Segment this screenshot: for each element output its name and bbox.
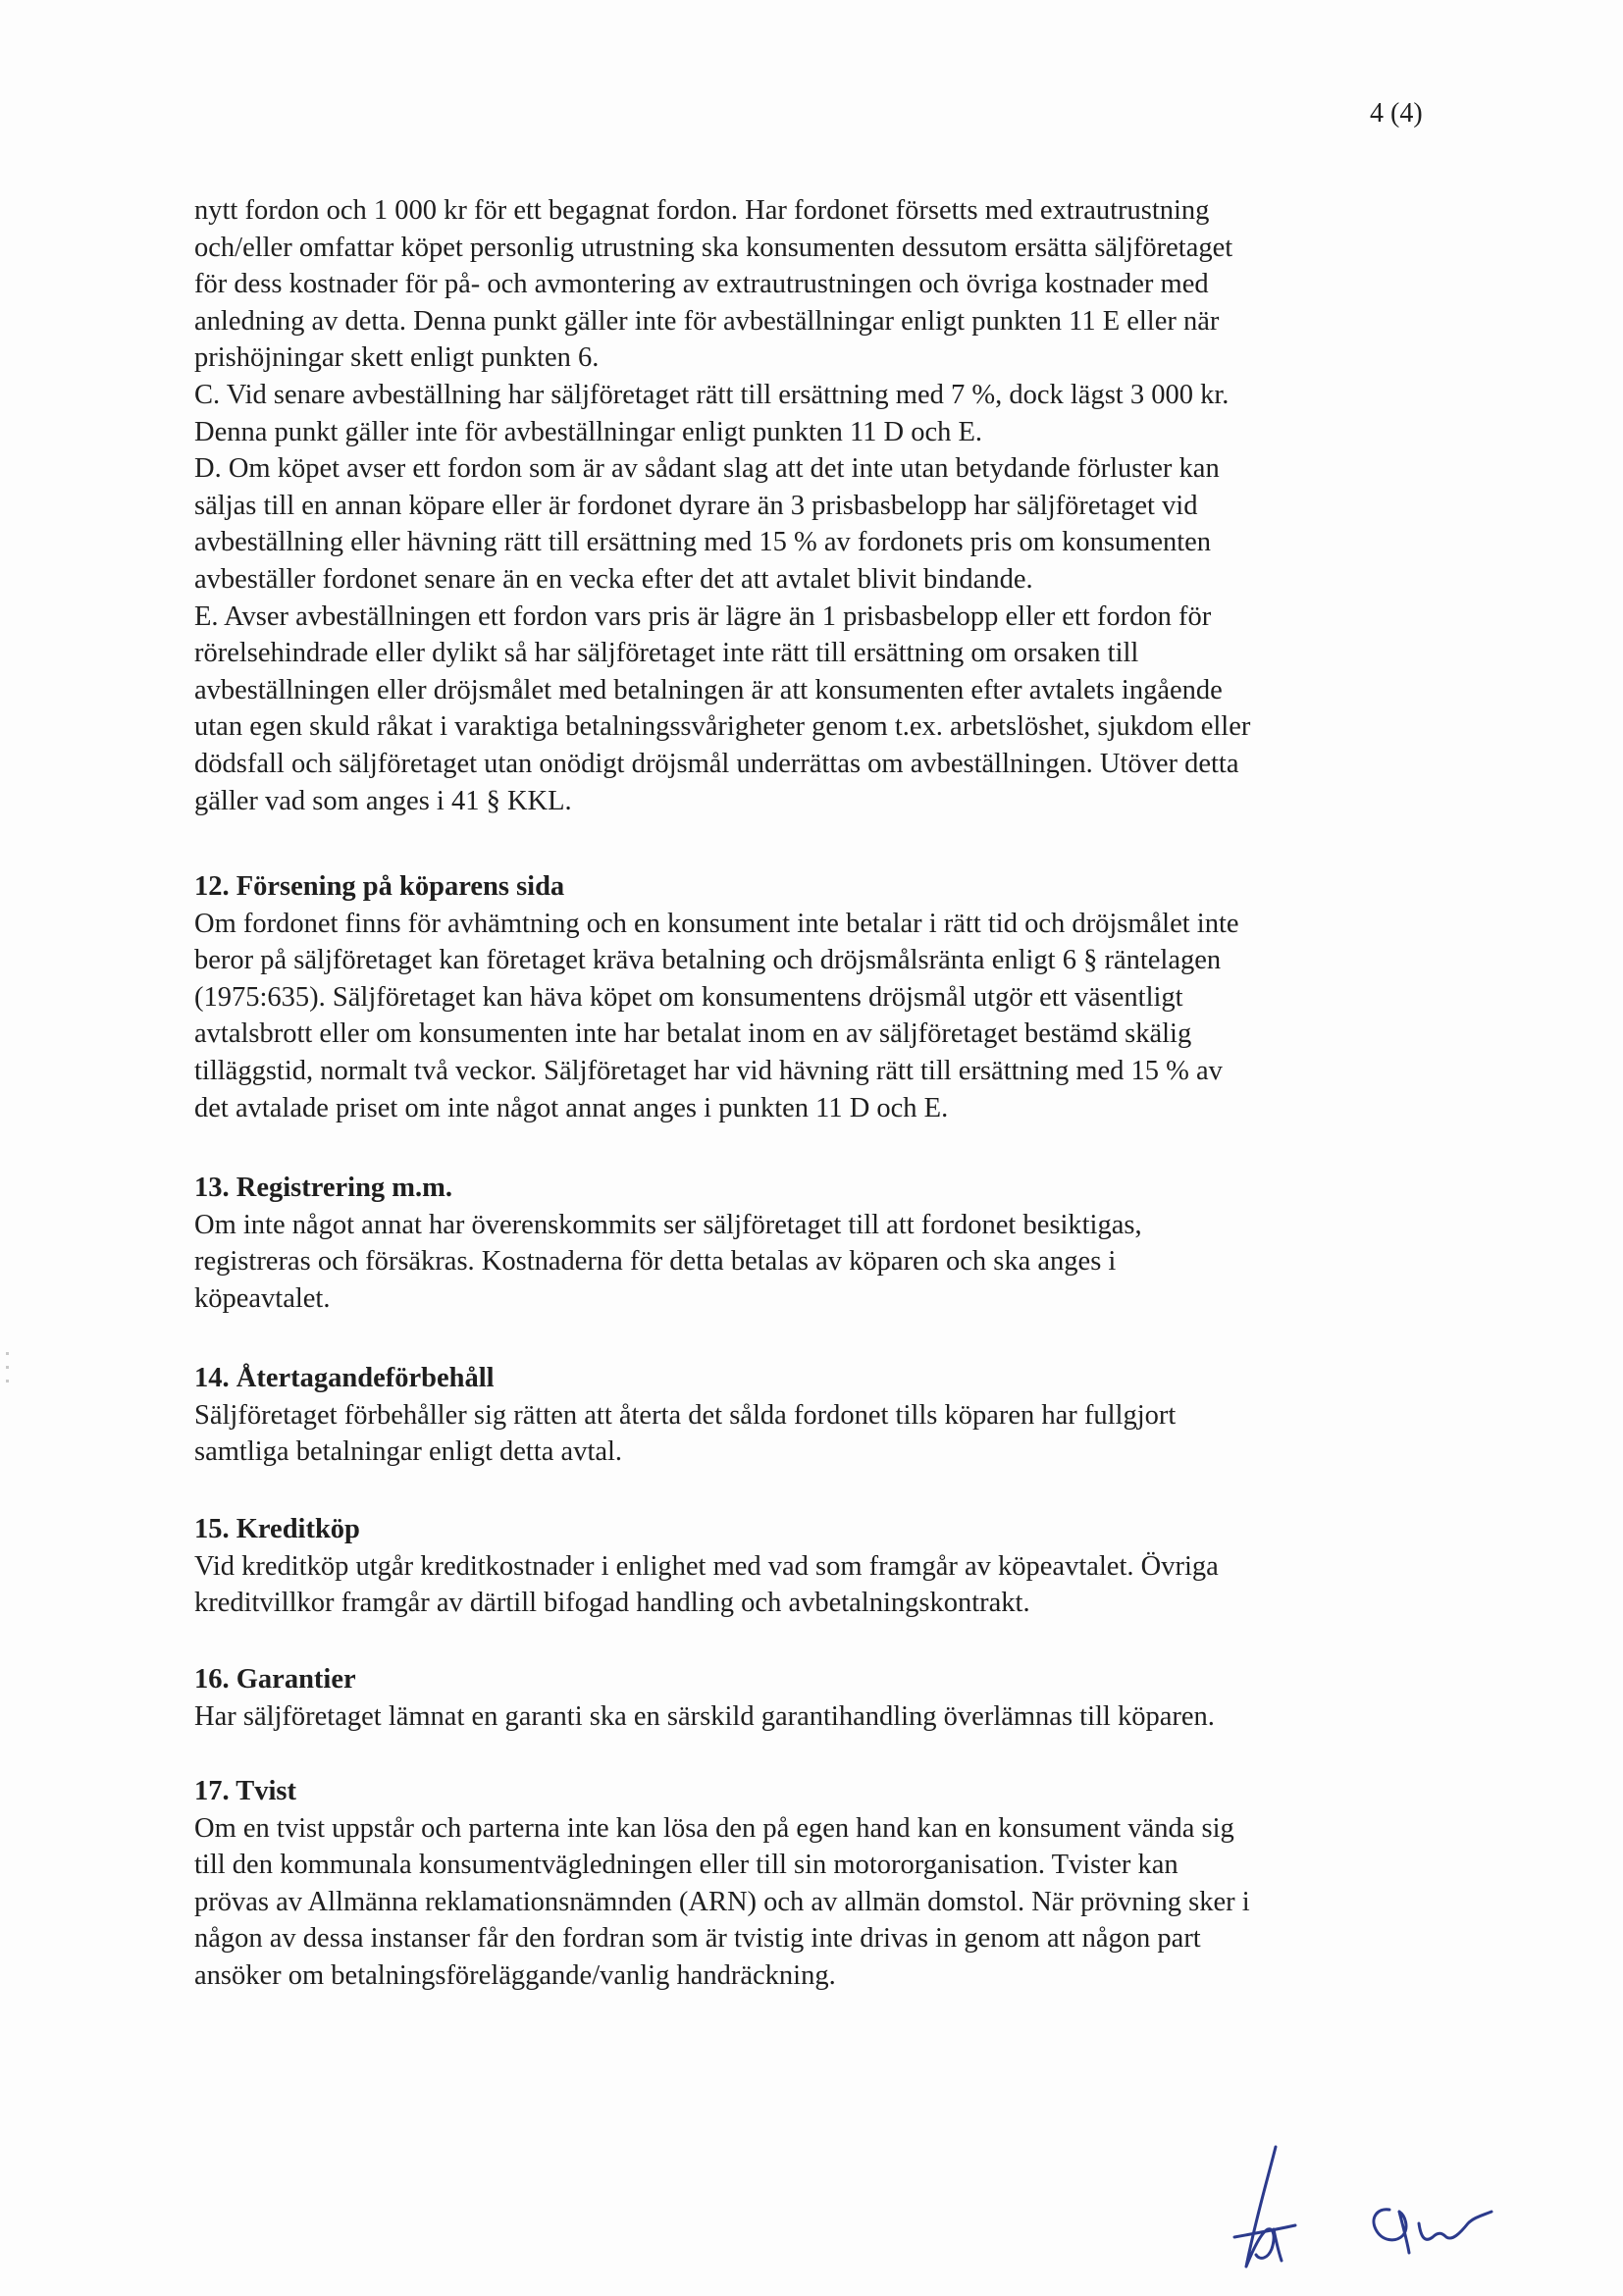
section-heading: 14. Återtagandeförbehåll: [194, 1363, 495, 1393]
paragraph-line: Har säljföretaget lämnat en garanti ska en särskild garantihandling överlämnas till köparen.: [194, 1700, 1215, 1732]
section-heading: 16. Garantier: [194, 1664, 356, 1695]
paragraph-line: Om en tvist uppstår och parterna inte kan lösa den på egen hand kan en konsument vända sig: [194, 1812, 1234, 1844]
paragraph-line: Om inte något annat har överenskommits ser säljföretaget till att fordonet besiktigas,: [194, 1209, 1142, 1240]
paragraph-line: ansöker om betalningsföreläggande/vanlig handräckning.: [194, 1959, 836, 1991]
paragraph-line: kreditvillkor framgår av därtill bifogad handling och avbetalningskontrakt.: [194, 1588, 1030, 1619]
section-heading: 13. Registrering m.m.: [194, 1173, 453, 1203]
section-17: [194, 1773, 1460, 1995]
signature-stroke: [1374, 2210, 1492, 2253]
signature-initials: [1217, 2139, 1541, 2286]
section-14: [194, 1360, 1460, 1471]
paragraph-line: avbeställer fordonet senare än en vecka efter det att avtalet blivit bindande.: [194, 563, 1033, 595]
section-16: [194, 1661, 1460, 1735]
paragraph-line: och/eller omfattar köpet personlig utrustning ska konsumenten dessutom ersätta säljföretaget: [194, 232, 1233, 263]
section-15: [194, 1511, 1460, 1622]
section-11-continuation: [194, 192, 1460, 819]
paragraph-line: någon av dessa instanser får den fordran som är tvistig inte drivas in genom att någon part: [194, 1923, 1201, 1955]
paragraph-line: Denna punkt gäller inte för avbeställningar enligt punkten 11 D och E.: [194, 416, 983, 447]
paragraph-line: Om fordonet finns för avhämtning och en konsument inte betalar i rätt tid och dröjsmålet inte: [194, 908, 1239, 939]
paragraph-line: för dess kostnader för på- och avmontering av extrautrustningen och övriga kostnader med: [194, 269, 1209, 300]
paragraph-line: avtalsbrott eller om konsumenten inte har betalat inom en av säljföretaget bestämd skälig: [194, 1018, 1192, 1050]
paragraph-line: till den kommunala konsumentvägledningen eller till sin motororganisation. Tvister kan: [194, 1850, 1178, 1881]
paragraph-line: anledning av detta. Denna punkt gäller inte för avbeställningar enligt punkten 11 E eller när: [194, 305, 1220, 337]
scan-artifact: [6, 1380, 9, 1383]
paragraph-line: Vid kreditköp utgår kreditkostnader i enlighet med vad som framgår av köpeavtalet. Övriga: [194, 1550, 1219, 1582]
section-heading: 15. Kreditköp: [194, 1514, 360, 1544]
paragraph-line: beror på säljföretaget kan företaget kräva betalning och dröjsmålsränta enligt 6 § räntelagen: [194, 945, 1222, 976]
paragraph-line: gäller vad som anges i 41 § KKL.: [194, 785, 572, 816]
paragraph-line: dödsfall och säljföretaget utan onödigt dröjsmål underrättas om avbeställningen. Utöver detta: [194, 748, 1239, 779]
paragraph-line: säljas till en annan köpare eller är fordonet dyrare än 3 prisbasbelopp har säljföretaget vid: [194, 490, 1198, 521]
paragraph-line: avbeställning eller hävning rätt till ersättning med 15 % av fordonets pris om konsumenten: [194, 527, 1212, 558]
paragraph-line: C. Vid senare avbeställning har säljföretaget rätt till ersättning med 7 %, dock lägst 3 000 kr.: [194, 379, 1230, 410]
paragraph-line: tilläggstid, normalt två veckor. Säljföretaget har vid hävning rätt till ersättning med 15 % av: [194, 1055, 1223, 1086]
paragraph-line: det avtalade priset om inte något annat anges i punkten 11 D och E.: [194, 1092, 949, 1123]
paragraph-line: rörelsehindrade eller dylikt så har säljföretaget inte rätt till ersättning om orsaken till: [194, 638, 1139, 669]
paragraph-line: avbeställningen eller dröjsmålet med betalningen är att konsumenten efter avtalets ingående: [194, 674, 1223, 705]
scan-artifact: [6, 1352, 9, 1355]
paragraph-line: prövas av Allmänna reklamationsnämnden (ARN) och av allmän domstol. När prövning sker i: [194, 1886, 1250, 1917]
paragraph-line: E. Avser avbeställningen ett fordon vars pris är lägre än 1 prisbasbelopp eller ett fordon för: [194, 600, 1212, 632]
paragraph-line: D. Om köpet avser ett fordon som är av sådant slag att det inte utan betydande förluster kan: [194, 453, 1220, 485]
paragraph-line: Säljföretaget förbehåller sig rätten att återta det sålda fordonet tills köparen har fullgjort: [194, 1399, 1177, 1431]
paragraph-line: registreras och försäkras. Kostnaderna för detta betalas av köparen och ska anges i: [194, 1246, 1117, 1278]
paragraph-line: utan egen skuld råkat i varaktiga betalningssvårigheter genom t.ex. arbetslöshet, sjukdom eller: [194, 711, 1251, 743]
paragraph-line: nytt fordon och 1 000 kr för ett begagnat fordon. Har fordonet försetts med extrautrustning: [194, 195, 1210, 226]
section-heading: 12. Försening på köparens sida: [194, 871, 565, 902]
scan-artifact: [6, 1366, 9, 1369]
paragraph-line: köpeavtalet.: [194, 1282, 331, 1314]
section-heading: 17. Tvist: [194, 1776, 296, 1806]
page-number: 4 (4): [1370, 98, 1423, 129]
paragraph-line: prishöjningar skett enligt punkten 6.: [194, 342, 600, 374]
section-13: [194, 1170, 1460, 1317]
section-12: [194, 868, 1460, 1126]
paragraph-line: (1975:635). Säljföretaget kan häva köpet om konsumentens dröjsmål utgör ett väsentligt: [194, 981, 1183, 1013]
paragraph-line: samtliga betalningar enligt detta avtal.: [194, 1436, 623, 1468]
signature-stroke: [1234, 2147, 1295, 2267]
